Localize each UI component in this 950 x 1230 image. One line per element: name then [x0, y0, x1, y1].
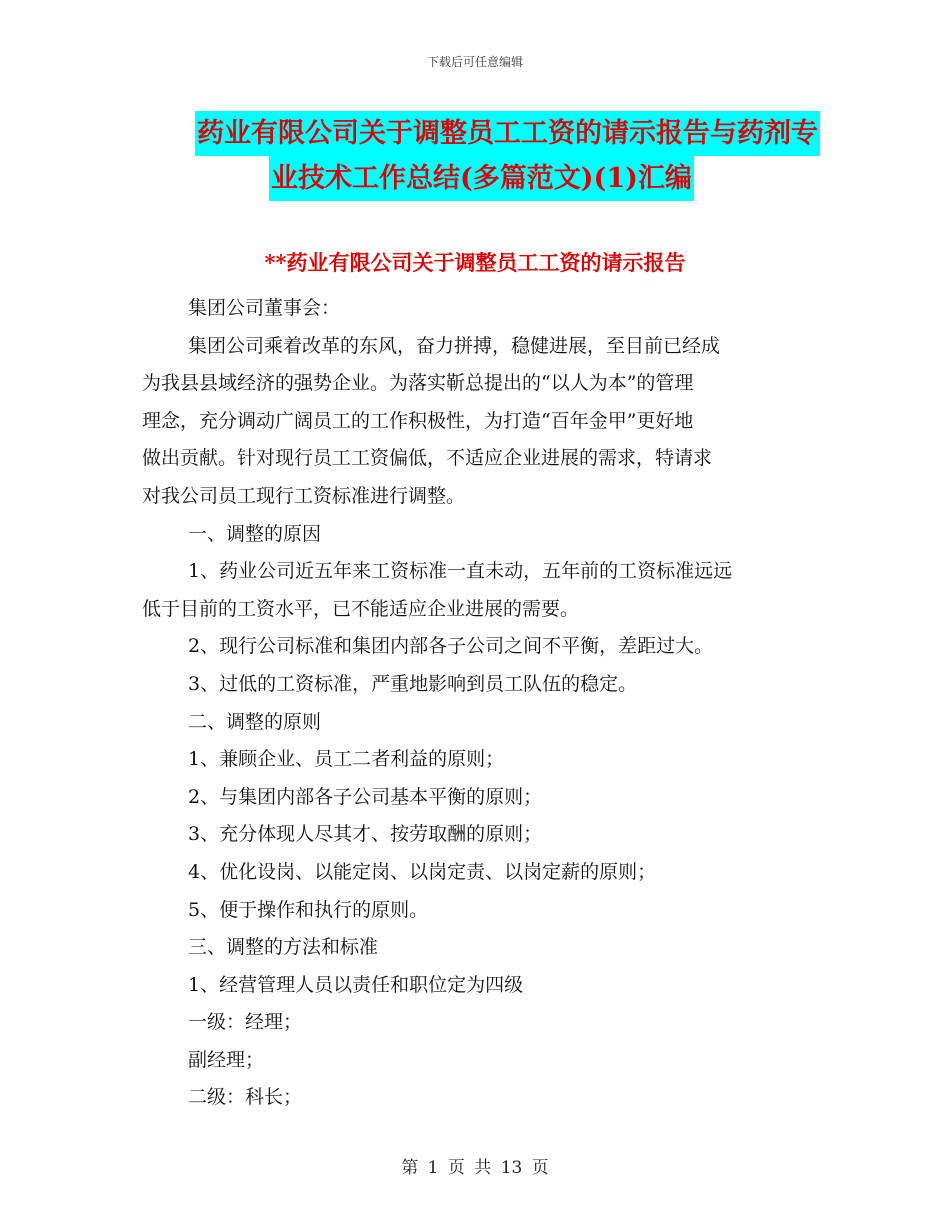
paragraph-line: 1、药业公司近五年来工资标准一直未动，五年前的工资标准远远: [188, 560, 733, 583]
paragraph-line: 对我公司员工现行工资标准进行调整。: [142, 484, 466, 507]
paragraph-line: 低于目前的工资水平，已不能适应企业进展的需要。: [142, 597, 580, 620]
paragraph-line: 2、现行公司标准和集团内部各子公司之间不平衡，差距过大。: [188, 635, 714, 658]
paragraph-line: 3、充分体现人尽其才、按劳取酬的原则；: [188, 823, 543, 846]
document-title-line-1: 药业有限公司关于调整员工工资的请示报告与药剂专: [195, 111, 820, 156]
paragraph-line: 为我县县域经济的强势企业。为落实靳总提出的“以人为本”的管理: [142, 372, 694, 395]
page-footer: 第 1 页 共 13 页: [401, 1158, 549, 1178]
paragraph-line: 理念，充分调动广阔员工的工作积极性，为打造“百年金甲”更好地: [142, 409, 694, 432]
paragraph-line: 2、与集团内部各子公司基本平衡的原则；: [188, 785, 543, 808]
paragraph-line: 副经理；: [188, 1048, 265, 1071]
paragraph-line: 三、调整的方法和标准: [188, 936, 379, 959]
paragraph-line: 1、经营管理人员以责任和职位定为四级: [188, 973, 524, 996]
header-note: 下载后可任意编辑: [426, 55, 523, 69]
document-body: [142, 290, 807, 1117]
paragraph-line: 5、便于操作和执行的原则。: [188, 898, 429, 921]
paragraph-line: 一级：经理；: [188, 1011, 303, 1034]
paragraph-line: 1、兼顾企业、员工二者利益的原则；: [188, 748, 505, 771]
document-title-line-2: 业技术工作总结(多篇范文)(1)汇编: [269, 156, 694, 201]
paragraph-line: 二级：科长；: [188, 1086, 303, 1109]
paragraph-line: 一、调整的原因: [188, 522, 322, 545]
section-title: **药业有限公司关于调整员工工资的请示报告: [264, 250, 686, 275]
paragraph-line: 4、优化设岗、以能定岗、以岗定责、以岗定薪的原则；: [188, 860, 657, 883]
paragraph-line: 二、调整的原则: [188, 710, 322, 733]
paragraph-line: 做出贡献。针对现行员工工资偏低，不适应企业进展的需求，特请求: [142, 447, 713, 470]
paragraph-line: 3、过低的工资标准，严重地影响到员工队伍的稳定。: [188, 672, 638, 695]
paragraph-line: 集团公司乘着改革的东风，奋力拼搏，稳健进展，至目前已经成: [188, 334, 721, 357]
paragraph-line: 集团公司董事会：: [188, 297, 341, 319]
